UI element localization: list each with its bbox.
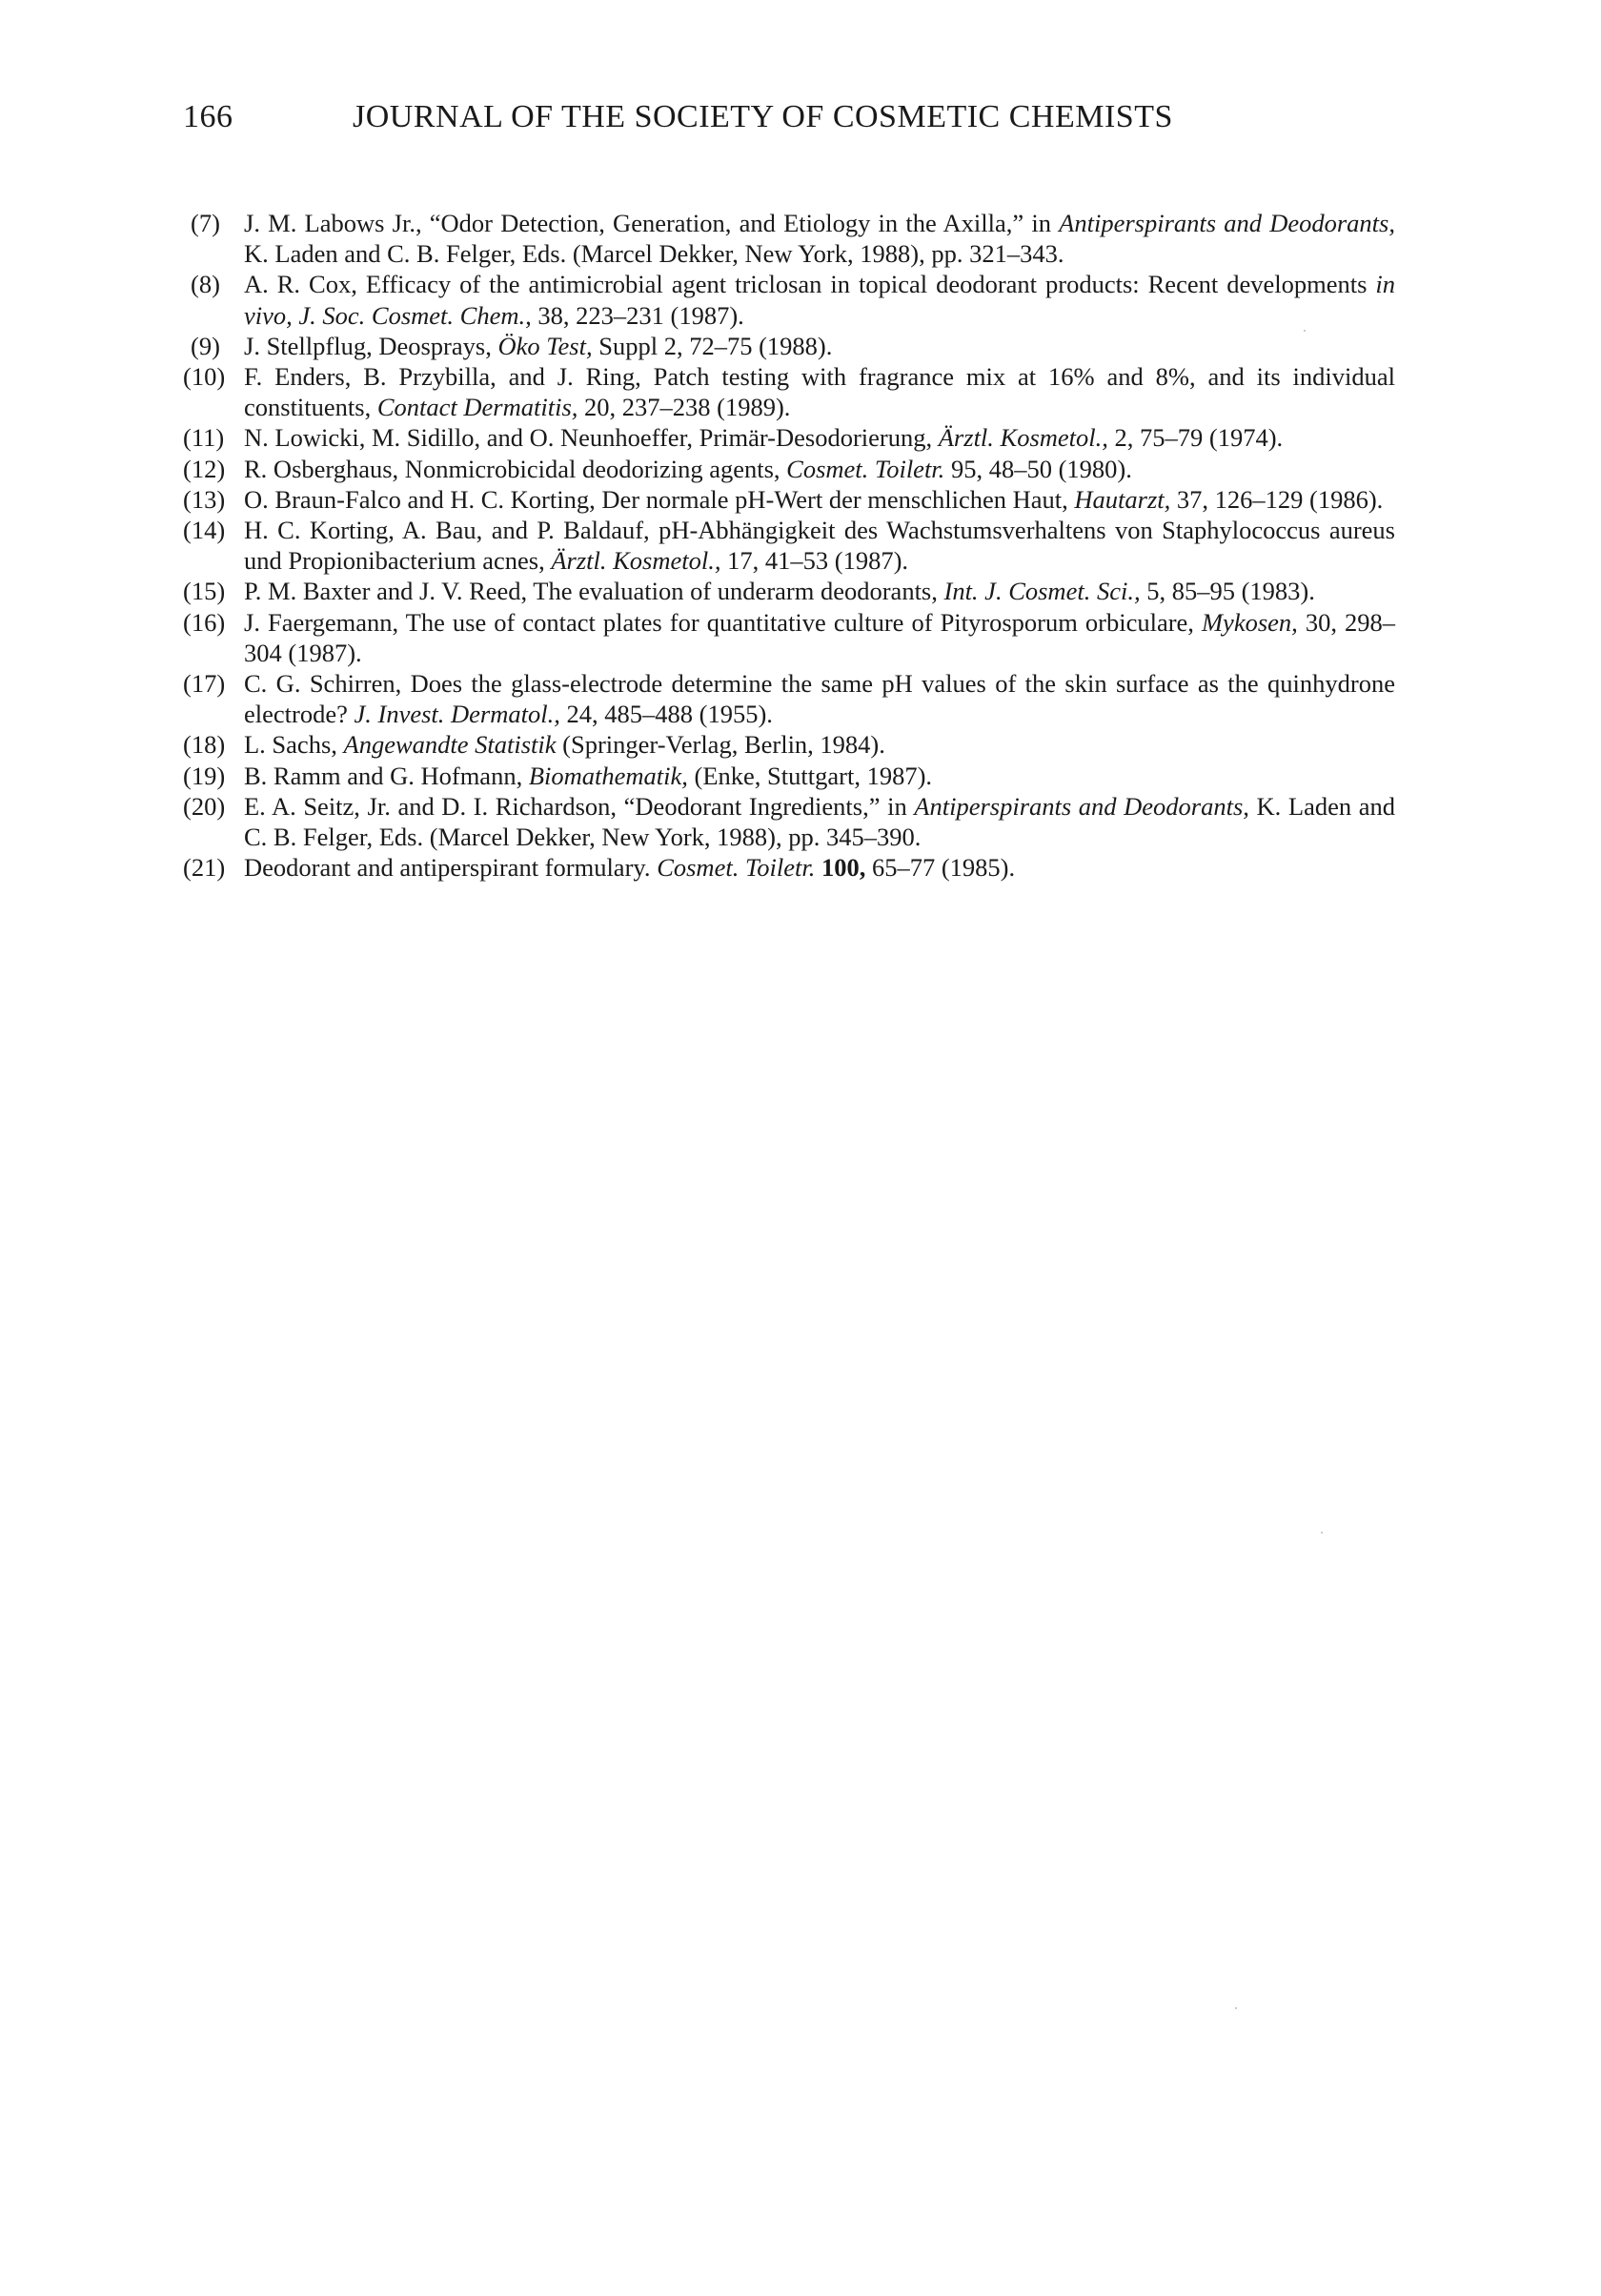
- reference-segment: 20, 237–238 (1989).: [578, 393, 791, 422]
- page-number: 166: [183, 99, 233, 134]
- reference-item: [183, 791, 1395, 852]
- reference-segment: O. Braun-Falco and H. C. Korting, Der normale pH-Wert der menschlichen Haut,: [244, 484, 1075, 514]
- reference-segment: E. A. Seitz, Jr. and D. I. Richardson, “Deodorant Ingredients,” in: [244, 791, 915, 821]
- reference-text: [244, 852, 1395, 883]
- reference-italic-segment: Mykosen,: [1201, 607, 1298, 637]
- reference-text: [244, 208, 1395, 269]
- reference-segment: 17, 41–53 (1987).: [720, 546, 909, 576]
- scan-speck: [1304, 330, 1306, 332]
- reference-segment: H. C. Korting, A. Bau, and P. Baldauf, pH-Abhängigkeit des Wachstumsverhaltens von Staphylococcus aureus und Propionibacterium acnes,: [244, 516, 1395, 576]
- reference-item: [183, 515, 1395, 576]
- reference-number: (13): [183, 484, 226, 514]
- reference-number: (14): [183, 516, 226, 545]
- reference-segment: (Enke, Stuttgart, 1987).: [687, 761, 933, 790]
- reference-number: (18): [183, 730, 226, 760]
- reference-text: [244, 791, 1395, 852]
- reference-italic-segment: Cosmet. Toiletr.: [657, 853, 816, 883]
- reference-segment: R. Osberghaus, Nonmicrobicidal deodorizing agents,: [244, 454, 787, 483]
- reference-number: (16): [183, 607, 226, 637]
- reference-italic-segment: Antiperspirants and Deodorants,: [914, 791, 1249, 821]
- reference-number: (8): [191, 270, 220, 299]
- reference-number: (19): [183, 761, 226, 790]
- reference-item: [183, 422, 1395, 453]
- reference-text: [244, 361, 1395, 422]
- reference-number: (10): [183, 362, 226, 392]
- reference-segment: B. Ramm and G. Hofmann,: [244, 761, 529, 790]
- reference-item: [183, 852, 1395, 883]
- reference-segment: 37, 126–129 (1986).: [1170, 484, 1384, 514]
- reference-item: [183, 208, 1395, 269]
- reference-item: [183, 361, 1395, 422]
- reference-segment: 2, 75–79 (1974).: [1107, 423, 1284, 453]
- reference-segment: 65–77 (1985).: [865, 853, 1016, 883]
- reference-italic-segment: Ärztl. Kosmetol.,: [551, 546, 721, 576]
- reference-number: (15): [183, 577, 226, 606]
- journal-title: JOURNAL OF THE SOCIETY OF COSMETIC CHEMISTS: [353, 99, 1173, 134]
- reference-segment: N. Lowicki, M. Sidillo, and O. Neunhoeffer, Primär-Desodorierung,: [244, 423, 939, 453]
- reference-segment: J. Faergemann, The use of contact plates for quantitative culture of Pityrosporum orbiculare,: [244, 607, 1202, 637]
- reference-italic-segment: Antiperspirants and Deodorants,: [1059, 209, 1395, 237]
- reference-text: [244, 515, 1395, 576]
- reference-segment: P. M. Baxter and J. V. Reed, The evaluation of underarm deodorants,: [244, 577, 944, 606]
- scan-speck: [1321, 1532, 1323, 1534]
- reference-number: (20): [183, 791, 226, 821]
- reference-segment: [815, 853, 821, 882]
- reference-item: [183, 761, 1395, 791]
- reference-italic-segment: Cosmet. Toiletr.: [786, 454, 945, 483]
- reference-number: (12): [183, 454, 226, 483]
- reference-italic-segment: Biomathematik,: [528, 761, 688, 790]
- reference-segment: 5, 85–95 (1983).: [1140, 577, 1315, 606]
- reference-segment: 30, 298–304 (1987).: [244, 607, 1395, 667]
- reference-text: [244, 761, 1395, 791]
- reference-segment: K. Laden and C. B. Felger, Eds. (Marcel Dekker, New York, 1988), pp. 345–390.: [244, 791, 1395, 852]
- reference-number: (17): [183, 669, 226, 699]
- reference-text: [244, 422, 1395, 453]
- reference-item: [183, 729, 1395, 760]
- reference-italic-segment: J. Invest. Dermatol.,: [354, 700, 560, 729]
- reference-item: [183, 269, 1395, 330]
- reference-item: [183, 607, 1395, 668]
- reference-italic-segment: Hautarzt,: [1074, 484, 1171, 514]
- reference-italic-segment: Contact Dermatitis,: [376, 393, 578, 422]
- reference-item: [183, 484, 1395, 515]
- reference-number: (7): [191, 209, 220, 237]
- running-head: [183, 99, 1231, 147]
- reference-text: [244, 269, 1395, 330]
- reference-segment: A. R. Cox, Efficacy of the antimicrobial agent triclosan in topical deodorant products: Recent developments: [244, 270, 1376, 299]
- reference-segment: (Springer-Verlag, Berlin, 1984).: [556, 730, 885, 760]
- reference-item: [183, 576, 1395, 606]
- reference-italic-segment: Ärztl. Kosmetol.,: [938, 423, 1108, 453]
- reference-text: [244, 668, 1395, 729]
- reference-segment: Deodorant and antiperspirant formulary.: [244, 853, 658, 883]
- reference-segment: L. Sachs,: [244, 730, 344, 760]
- reference-italic-segment: in vivo, J. Soc. Cosmet. Chem.,: [244, 270, 1395, 330]
- reference-segment: J. M. Labows Jr., “Odor Detection, Generation, and Etiology in the Axilla,” in: [244, 209, 1060, 237]
- reference-text: [244, 607, 1395, 668]
- reference-text: [244, 729, 1395, 760]
- reference-list: [183, 208, 1395, 883]
- reference-italic-segment: Öko Test,: [497, 331, 593, 360]
- reference-segment: Suppl 2, 72–75 (1988).: [592, 331, 833, 360]
- reference-text: [244, 454, 1395, 484]
- reference-segment: K. Laden and C. B. Felger, Eds. (Marcel Dekker, New York, 1988), pp. 321–343.: [244, 239, 1064, 269]
- reference-number: (21): [183, 853, 226, 883]
- reference-number: (11): [183, 423, 225, 453]
- reference-number: (9): [191, 331, 220, 360]
- reference-item: [183, 454, 1395, 484]
- reference-segment: C. G. Schirren, Does the glass-electrode determine the same pH values of the skin surface as the quinhydrone electrode?: [244, 669, 1395, 729]
- reference-item: [183, 668, 1395, 729]
- reference-text: [244, 576, 1395, 606]
- reference-item: [183, 331, 1395, 361]
- reference-bold-segment: 100,: [821, 853, 866, 883]
- reference-text: [244, 331, 1395, 361]
- reference-italic-segment: Int. J. Cosmet. Sci.,: [943, 577, 1141, 606]
- reference-segment: F. Enders, B. Przybilla, and J. Ring, Patch testing with fragrance mix at 16% and 8%, and its individual constituents,: [244, 362, 1395, 422]
- scan-speck: [1235, 2007, 1237, 2009]
- reference-text: [244, 484, 1395, 515]
- reference-segment: 38, 223–231 (1987).: [531, 300, 744, 330]
- reference-segment: 95, 48–50 (1980).: [944, 454, 1132, 483]
- reference-italic-segment: Angewandte Statistik: [343, 730, 557, 760]
- reference-segment: 24, 485–488 (1955).: [559, 700, 773, 729]
- reference-segment: J. Stellpflug, Deosprays,: [244, 331, 498, 360]
